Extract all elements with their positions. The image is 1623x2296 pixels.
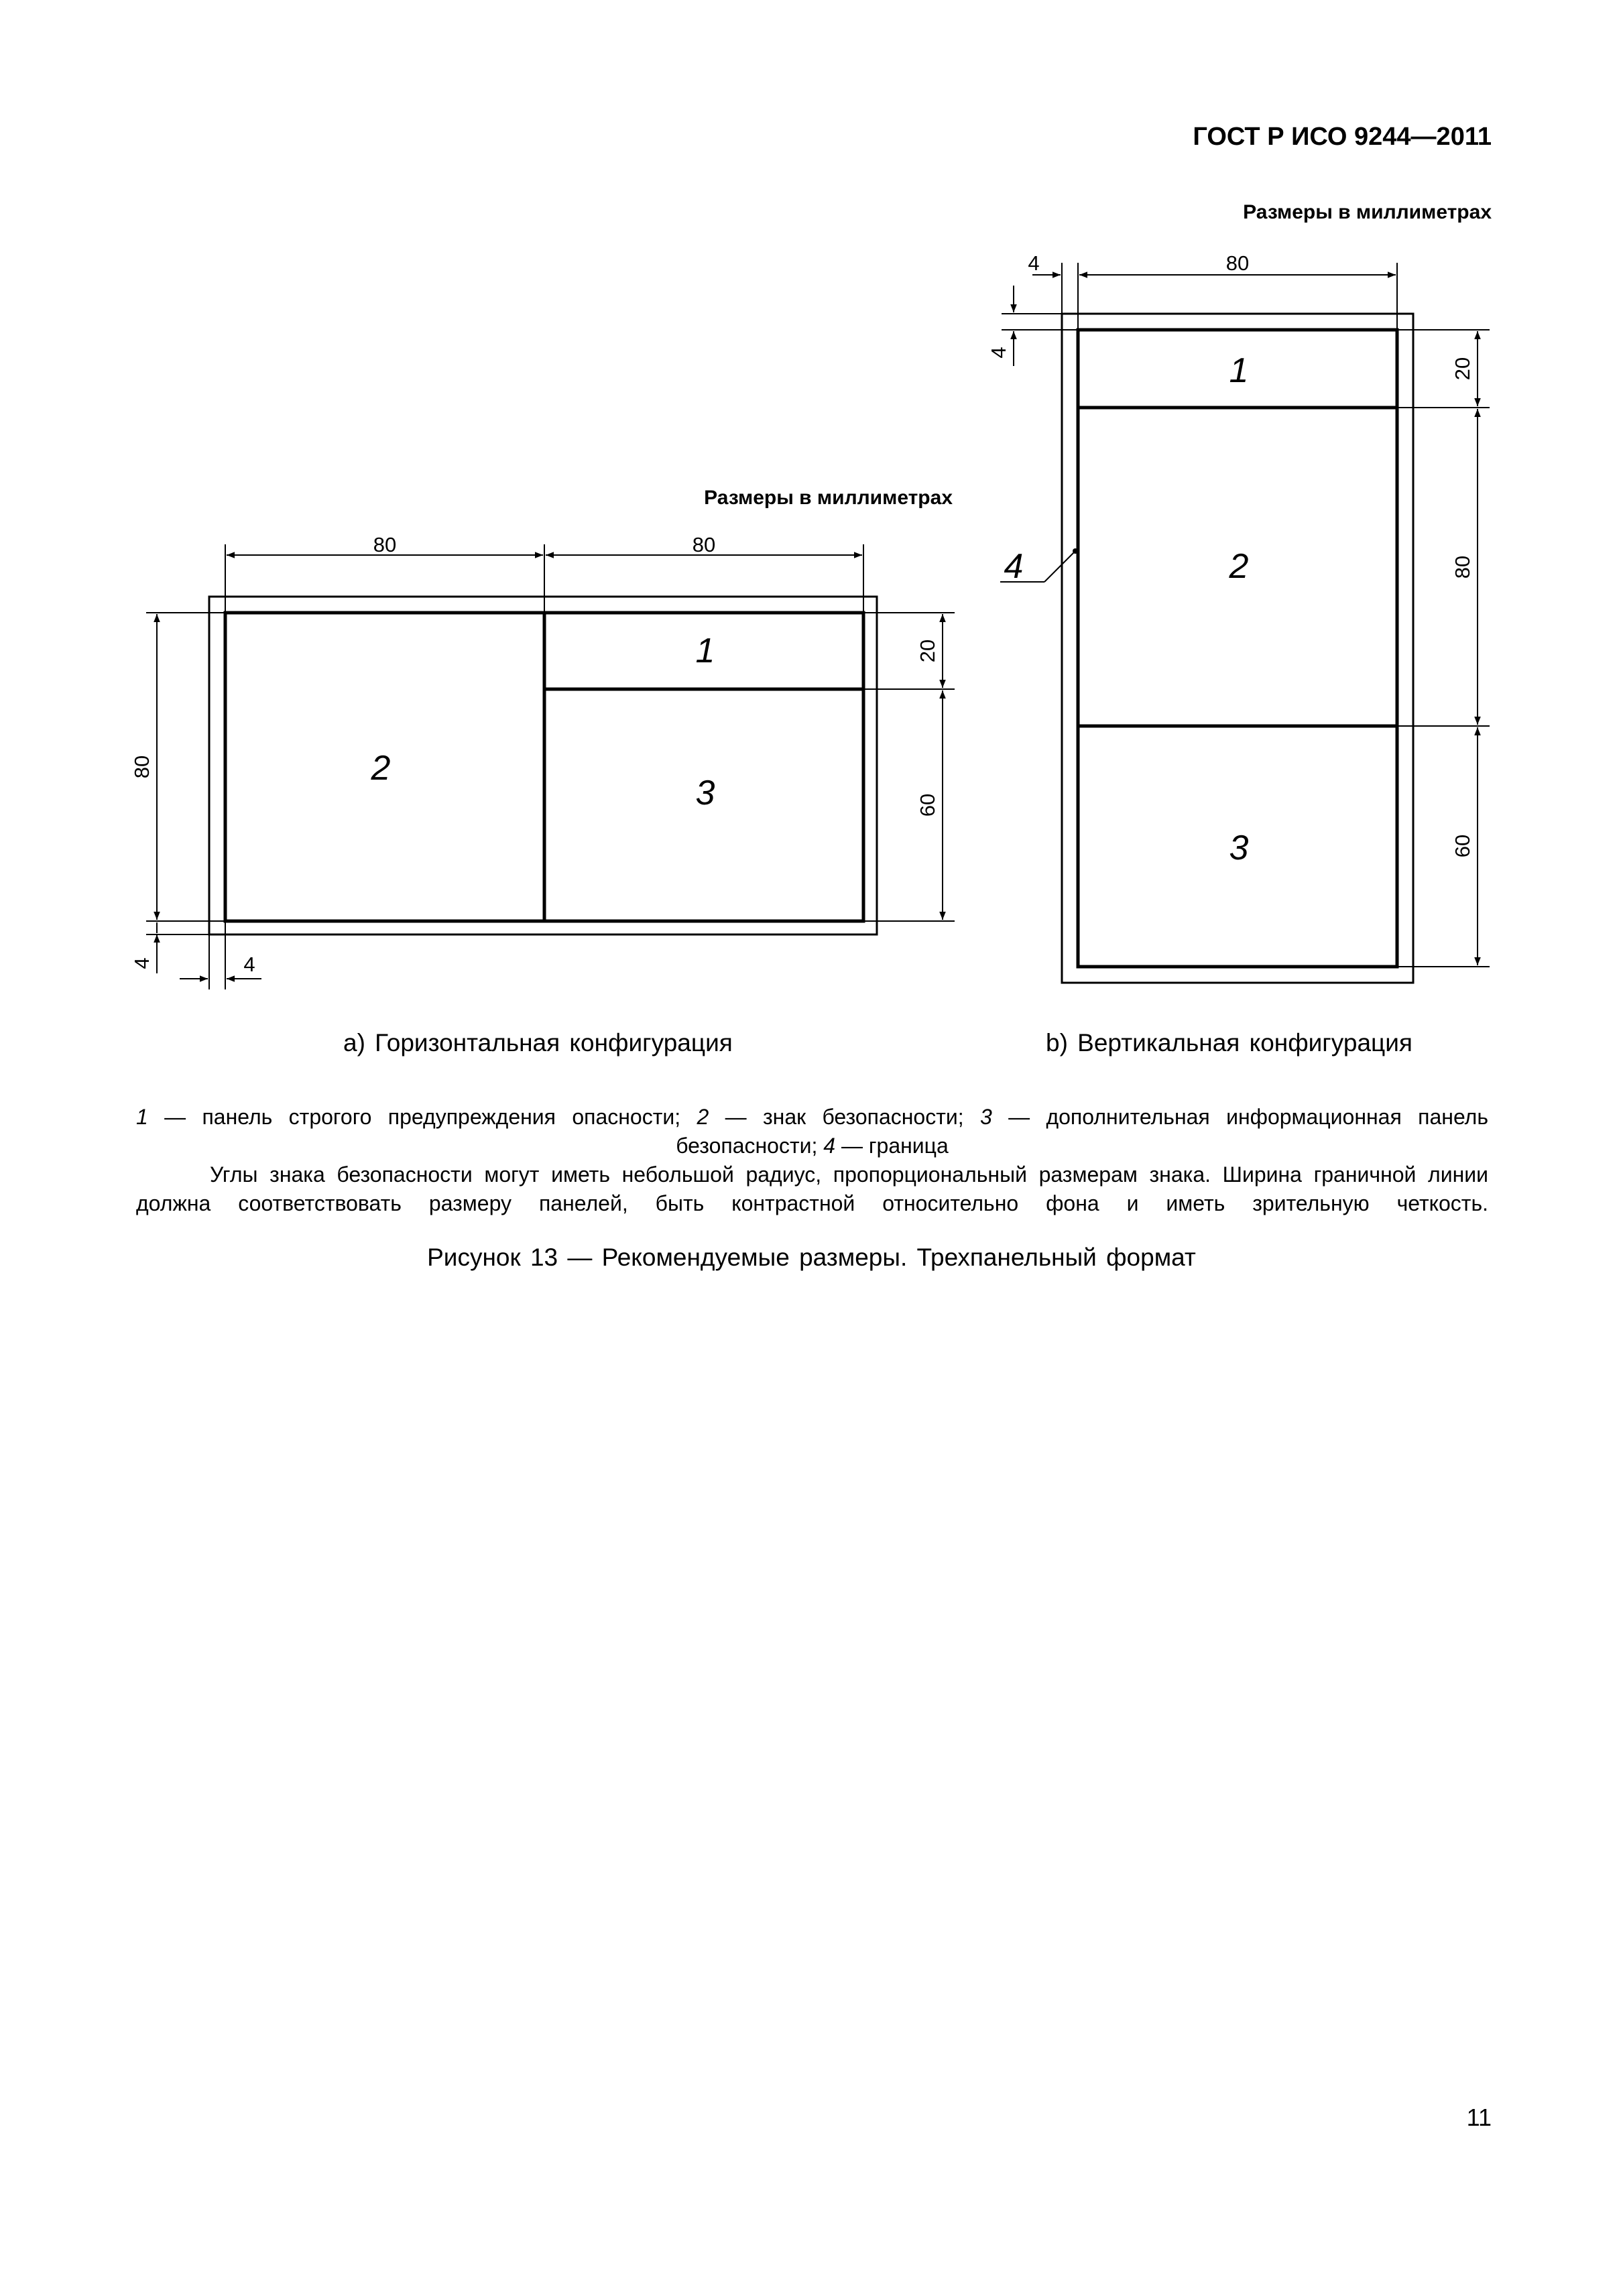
vertical-dim-height-bottom-value: 60 [1451,834,1474,858]
vertical-outer-border [1062,314,1413,983]
horizontal-dim-border-horizontal-value: 4 [243,953,255,976]
standard-header: ГОСТ Р ИСО 9244—2011 [1193,123,1492,151]
horizontal-dim-height-top-value: 20 [916,639,939,663]
caption-horizontal: а) Горизонтальная конфигурация [343,1029,733,1056]
vertical-dim-border-horizontal-value: 4 [1028,251,1040,275]
horizontal-dim-height-bottom-value: 60 [916,793,939,817]
vertical-dim-height-middle-value: 80 [1451,555,1474,579]
horizontal-dim-height-total-value: 80 [130,755,154,779]
horizontal-panel-1-label: 1 [695,631,715,670]
vertical-configuration-drawing [987,251,1490,983]
horizontal-dim-width-left-value: 80 [373,533,397,556]
vertical-dim-height-top-value: 20 [1451,357,1474,381]
legend-line-1: 1 — панель строгого предупреждения опасности; 2 — знак безопасности; 3 — дополнительная информационная панель [136,1105,1489,1129]
vertical-panel-1-label: 1 [1229,351,1249,390]
horizontal-configuration-drawing [130,533,955,989]
units-note-horizontal: Размеры в миллиметрах [704,487,953,509]
note-line-1: Углы знака безопасности могут иметь небольшой радиус, пропорциональный размерам знака. Ширина граничной линии [210,1162,1488,1187]
page-number: 11 [1466,2104,1492,2131]
vertical-border-label: 4 [1004,547,1024,586]
horizontal-dim-border-vertical-value: 4 [130,957,154,969]
horizontal-panel-3-label: 3 [695,774,715,812]
vertical-dim-border-vertical-value: 4 [987,347,1010,359]
caption-vertical: b) Вертикальная конфигурация [1046,1029,1412,1056]
horizontal-dim-width-right-value: 80 [692,533,716,556]
vertical-panel-3-label: 3 [1229,829,1249,867]
units-note-vertical: Размеры в миллиметрах [1243,201,1492,223]
vertical-panel-2-label: 2 [1229,547,1249,586]
figure-title: Рисунок 13 — Рекомендуемые размеры. Трехпанельный формат [427,1244,1196,1271]
horizontal-panel-2-label: 2 [371,749,391,788]
vertical-inner-sign [1078,330,1397,967]
vertical-dim-width-value: 80 [1225,251,1250,275]
note-line-2: должна соответствовать размеру панелей, быть контрастной относительно фона и иметь зрительную четкость. [136,1191,1488,1215]
legend-line-2: безопасности; 4 — граница [676,1134,949,1158]
